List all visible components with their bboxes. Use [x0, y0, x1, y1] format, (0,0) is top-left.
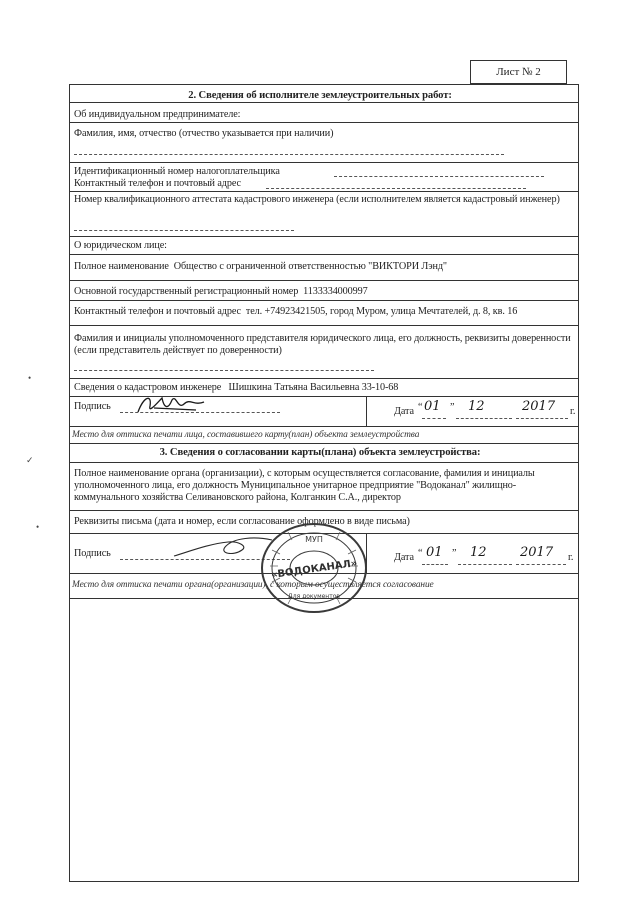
date-quote: “: [418, 548, 423, 559]
date-blank: [456, 418, 512, 419]
date-suffix: г.: [570, 406, 576, 417]
representative-label: Фамилия и инициалы уполномоченного представителя юридического лица, его должность, реквизиты доверенности (если представитель действует по доверенности): [74, 333, 571, 356]
date-suffix-3: г.: [568, 552, 574, 563]
rule: [69, 325, 579, 326]
rule: [69, 378, 579, 379]
section-2-title: 2. Сведения об исполнителе землеустроительных работ:: [188, 90, 452, 101]
sheet-number-text: Лист № 2: [496, 66, 541, 78]
date-quote: ”: [452, 548, 457, 559]
rule: [69, 102, 579, 103]
date-quote: ”: [450, 402, 455, 413]
contact-blank: [266, 188, 526, 189]
date-month: 12: [468, 399, 485, 414]
rule: [69, 300, 579, 301]
ogrn-label: Основной государственный регистрационный номер: [74, 286, 299, 297]
date-blank: [422, 418, 446, 419]
margin-mark: •: [36, 522, 40, 532]
rule: [69, 162, 579, 163]
representative-blank: [74, 370, 374, 371]
legal-header: О юридическом лице:: [74, 240, 167, 251]
rule: [69, 191, 579, 192]
engineer-row: [74, 382, 398, 394]
date-blank: [422, 564, 448, 565]
contact-label: Контактный телефон и почтовый адрес: [74, 178, 241, 189]
date-blank: [516, 418, 568, 419]
rule: [69, 122, 579, 123]
rule: [69, 236, 579, 237]
individual-header: Об индивидуальном предпринимателе:: [74, 109, 241, 120]
ogrn-value: 1133334000997: [303, 286, 368, 297]
org-text: Полное наименование органа (организации), с которым осуществляется согласование, фамилия и инициалы уполномоченного лица, его должность Муниципальное унитарное предприятие "Водоканал" жилищно-коммунального хозяйства Селивановского района, Колганкин С.А., директор: [74, 468, 535, 503]
stamp-center-text: «ВОДОКАНАЛ»: [270, 558, 358, 581]
signature-label-3: Подпись: [74, 548, 111, 559]
stamp-note-2: Место для оттиска печати лица, составившего карту(план) объекта землеустройства: [72, 430, 420, 440]
fio-blank: [74, 154, 504, 155]
rule: [69, 462, 579, 463]
signature-label: Подпись: [74, 401, 111, 412]
ogrn-row: [74, 286, 368, 298]
date-day: 01: [424, 399, 441, 414]
rule: [69, 510, 579, 511]
rule: [69, 280, 579, 281]
round-stamp: [258, 520, 370, 616]
date-label-3: Дата: [394, 552, 414, 563]
stamp-note-3: Место для оттиска печати органа(организации), с которым осуществляется согласование: [72, 580, 434, 590]
attestat-label: Номер квалификационного аттестата кадастрового инженера (если исполнителем является кадастровый инженер): [74, 194, 560, 205]
section-3-title: 3. Сведения о согласовании карты(плана) объекта землеустройства:: [159, 447, 481, 458]
legal-contact-row: [74, 306, 517, 318]
sheet-number-label: [470, 60, 567, 84]
fio-label: Фамилия, имя, отчество (отчество указывается при наличии): [74, 128, 334, 139]
signature-engineer: [134, 392, 224, 418]
date-quote: “: [418, 402, 423, 413]
engineer-label: Сведения о кадастровом инженере: [74, 382, 222, 393]
fullname-row: [74, 261, 447, 273]
rule: [69, 254, 579, 255]
date-divider: [366, 396, 367, 426]
rule: [69, 443, 579, 444]
stamp-bottom-text: Для документов: [288, 593, 340, 600]
date-year-3: 2017: [520, 545, 554, 560]
inn-blank: [334, 176, 544, 177]
legal-contact-value: тел. +74923421505, город Муром, улица Мечтателей, д. 8, кв. 16: [245, 306, 518, 317]
rule: [69, 426, 579, 427]
stamp-top-text: МУП: [305, 535, 323, 544]
date-blank: [458, 564, 512, 565]
inn-label: Идентификационный номер налогоплательщика: [74, 166, 280, 177]
date-month-3: 12: [470, 545, 487, 560]
legal-contact-label: Контактный телефон и почтовый адрес: [74, 306, 241, 317]
date-label: Дата: [394, 406, 414, 417]
date-blank: [516, 564, 566, 565]
margin-mark: •: [28, 373, 32, 383]
fullname-label: Полное наименование: [74, 261, 169, 272]
fullname-value: Общество с ограниченной ответственностью "ВИКТОРИ Лэнд": [173, 261, 447, 272]
margin-mark: ✓: [26, 455, 34, 465]
date-day-3: 01: [426, 545, 443, 560]
attestat-blank: [74, 230, 294, 231]
letter-label: Реквизиты письма (дата и номер, если согласование оформлено в виде письма): [74, 516, 410, 527]
engineer-value: Шишкина Татьяна Васильевна 33-10-68: [228, 382, 399, 393]
date-year: 2017: [522, 399, 556, 414]
